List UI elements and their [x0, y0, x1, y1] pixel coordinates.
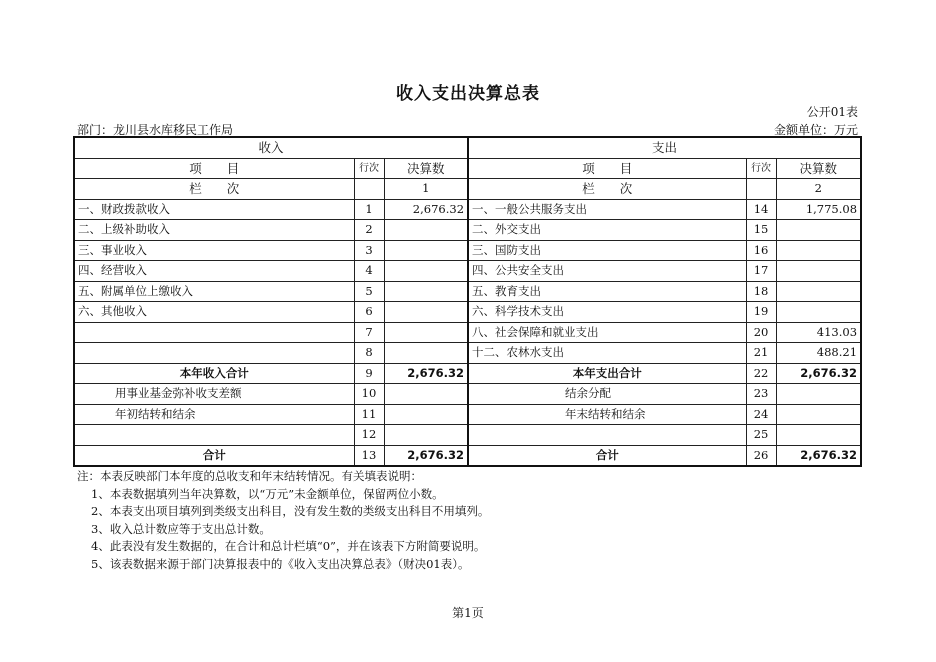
- expense-row-no: 24: [746, 404, 776, 425]
- expense-row-no: 15: [746, 220, 776, 241]
- table-row: [74, 261, 861, 282]
- note-item: 4、此表没有发生数据的，在合计和总计栏填“0”，并在该表下方附简要说明。: [91, 539, 486, 553]
- income-item: 四、经营收入: [74, 261, 354, 282]
- expense-item: 八、社会保障和就业支出: [468, 322, 746, 343]
- expense-item: 年末结转和结余: [468, 404, 746, 425]
- income-row-no: 7: [354, 322, 384, 343]
- subtotal-row: [74, 363, 861, 384]
- income-amount: [384, 322, 468, 343]
- income-amount: [384, 302, 468, 323]
- income-amount: [384, 343, 468, 364]
- expense-row-no: 21: [746, 343, 776, 364]
- income-item: 年初结转和结余: [74, 404, 354, 425]
- expense-row-no: 19: [746, 302, 776, 323]
- expense-amount: [776, 261, 861, 282]
- income-row-no: 11: [354, 404, 384, 425]
- income-item: [74, 425, 354, 446]
- expense-subtotal-label: 本年支出合计: [468, 363, 746, 384]
- expense-item-header: 项 目: [468, 158, 746, 179]
- section-header-row: [74, 137, 861, 158]
- expense-column-label: 栏 次: [468, 179, 746, 200]
- expense-total-amount: 2,676.32: [776, 445, 861, 466]
- column-index-row: [74, 179, 861, 200]
- table-row: [74, 343, 861, 364]
- note-item: 2、本表支出项目填列到类级支出科目，没有发生数的类级支出科目不用填列。: [91, 504, 490, 518]
- expense-section-header: 支出: [468, 137, 861, 158]
- income-row-no: 3: [354, 240, 384, 261]
- income-row-no: 2: [354, 220, 384, 241]
- expense-row-no: 14: [746, 199, 776, 220]
- income-total-label: 合计: [74, 445, 354, 466]
- income-item: 一、财政拨款收入: [74, 199, 354, 220]
- table-row: [74, 425, 861, 446]
- expense-subtotal-amount: 2,676.32: [776, 363, 861, 384]
- expense-row-no: 22: [746, 363, 776, 384]
- expense-row-no: 23: [746, 384, 776, 405]
- income-total-amount: 2,676.32: [384, 445, 468, 466]
- expense-amount: [776, 384, 861, 405]
- note-item: 5、该表数据来源于部门决算报表中的《收入支出决算总表》（财决01表）。: [91, 556, 470, 571]
- expense-row-no: 17: [746, 261, 776, 282]
- expense-column-index: 2: [776, 179, 861, 200]
- expense-item: 五、教育支出: [468, 281, 746, 302]
- expense-item: 一、一般公共服务支出: [468, 199, 746, 220]
- income-item: 五、附属单位上缴收入: [74, 281, 354, 302]
- expense-rowno-header: 行次: [746, 158, 776, 179]
- table-row: [74, 404, 861, 425]
- income-row-no: 6: [354, 302, 384, 323]
- expense-amount: [776, 425, 861, 446]
- department-label: 部门：龙川县水库移民工作局: [77, 123, 234, 137]
- income-amount: [384, 404, 468, 425]
- income-amount: [384, 261, 468, 282]
- income-row-no: 13: [354, 445, 384, 466]
- expense-item: [468, 425, 746, 446]
- income-amount: [384, 425, 468, 446]
- notes-section: [77, 468, 489, 573]
- income-row-no: 1: [354, 199, 384, 220]
- income-item: [74, 322, 354, 343]
- income-row-no: 12: [354, 425, 384, 446]
- expense-item: 十二、农林水支出: [468, 343, 746, 364]
- table-row: [74, 281, 861, 302]
- income-column-label: 栏 次: [74, 179, 354, 200]
- expense-row-no: 16: [746, 240, 776, 261]
- expense-amount: [776, 220, 861, 241]
- table-row: [74, 302, 861, 323]
- income-item: [74, 343, 354, 364]
- page-number: 第1页: [452, 606, 484, 620]
- expense-amount: [776, 302, 861, 323]
- income-expense-table: [73, 136, 862, 467]
- income-amount: [384, 220, 468, 241]
- expense-amount: 1,775.08: [776, 199, 861, 220]
- income-amount: [384, 281, 468, 302]
- income-rowno-header: 行次: [354, 158, 384, 179]
- empty-cell: [746, 179, 776, 200]
- expense-row-no: 20: [746, 322, 776, 343]
- column-header-row: [74, 158, 861, 179]
- income-amount: [384, 240, 468, 261]
- expense-item: 三、国防支出: [468, 240, 746, 261]
- income-amount: 2,676.32: [384, 199, 468, 220]
- note-item: 3、收入总计数应等于支出总计数。: [91, 521, 271, 536]
- income-amount-header: 决算数: [384, 158, 468, 179]
- income-column-index: 1: [384, 179, 468, 200]
- expense-row-no: 26: [746, 445, 776, 466]
- expense-item: 四、公共安全支出: [468, 261, 746, 282]
- expense-item: 结余分配: [468, 384, 746, 405]
- expense-total-label: 合计: [468, 445, 746, 466]
- income-item: 二、上级补助收入: [74, 220, 354, 241]
- income-row-no: 4: [354, 261, 384, 282]
- note-intro: 注：本表反映部门本年度的总收支和年末结转情况。有关填表说明：: [77, 469, 422, 483]
- note-item: 1、本表数据填列当年决算数，以“万元”未金额单位，保留两位小数。: [91, 486, 444, 501]
- expense-amount: [776, 240, 861, 261]
- expense-amount: 488.21: [776, 343, 861, 364]
- income-amount: [384, 384, 468, 405]
- table-row: [74, 220, 861, 241]
- income-row-no: 5: [354, 281, 384, 302]
- income-row-no: 9: [354, 363, 384, 384]
- expense-amount-header: 决算数: [776, 158, 861, 179]
- expense-item: 六、科学技术支出: [468, 302, 746, 323]
- income-item: 用事业基金弥补收支差额: [74, 384, 354, 405]
- page-title: 收入支出决算总表: [396, 84, 540, 104]
- income-subtotal-amount: 2,676.32: [384, 363, 468, 384]
- income-item-header: 项 目: [74, 158, 354, 179]
- empty-cell: [354, 179, 384, 200]
- income-section-header: 收入: [74, 137, 468, 158]
- expense-amount: 413.03: [776, 322, 861, 343]
- income-row-no: 10: [354, 384, 384, 405]
- expense-row-no: 18: [746, 281, 776, 302]
- income-item: 三、事业收入: [74, 240, 354, 261]
- income-item: 六、其他收入: [74, 302, 354, 323]
- amount-unit-label: 金额单位：万元: [773, 123, 858, 137]
- table-row: [74, 240, 861, 261]
- income-row-no: 8: [354, 343, 384, 364]
- expense-amount: [776, 404, 861, 425]
- form-number: 公开01表: [806, 105, 858, 119]
- expense-item: 二、外交支出: [468, 220, 746, 241]
- income-subtotal-label: 本年收入合计: [74, 363, 354, 384]
- expense-amount: [776, 281, 861, 302]
- expense-row-no: 25: [746, 425, 776, 446]
- total-row: [74, 445, 861, 466]
- table-row: [74, 322, 861, 343]
- table-row: [74, 199, 861, 220]
- table-row: [74, 384, 861, 405]
